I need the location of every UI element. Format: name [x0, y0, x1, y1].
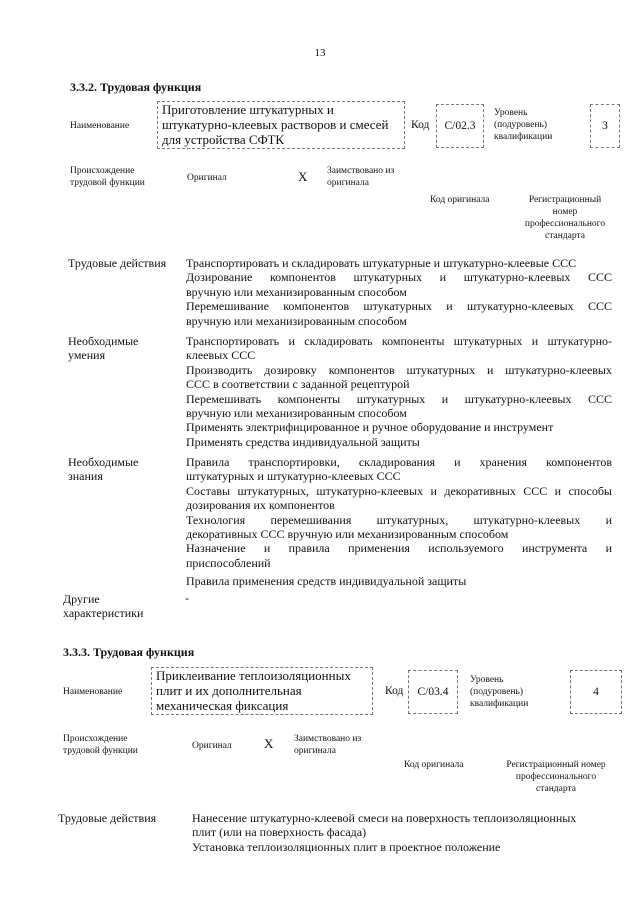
reg-number-line: профессионального: [524, 219, 606, 229]
action-item: [192, 811, 612, 840]
original-label-333: Оригинал: [192, 741, 232, 751]
section-title-332: 3.3.2. Трудовая функция: [70, 80, 202, 94]
knowledge-item: [186, 455, 612, 484]
skill-line: Применять средства индивидуальной защиты: [186, 434, 420, 449]
skill-item: [186, 435, 612, 449]
actions-label-332: Трудовые действия: [68, 256, 167, 270]
borrowed-label-333: [294, 733, 361, 757]
level-label-line: квалификации: [470, 699, 529, 709]
knowledge-line: Правила транспортировки, складирования и хранения компонентов: [186, 455, 612, 469]
skill-line: Перемешивать компоненты штукатурных и штукатурно-клеевых ССС: [186, 391, 612, 406]
action-item: [186, 256, 612, 270]
skill-item: [186, 334, 612, 363]
section-title-333: 3.3.3. Трудовая функция: [63, 645, 195, 659]
function-name-line: для устройства СФТК: [162, 132, 285, 147]
skill-line: вручную или механизированным способом: [186, 406, 407, 421]
skills-list-332: [186, 334, 612, 449]
action-line: Перемешивание компонентов штукатурных и штукатурно-клеевых ССС: [186, 299, 612, 314]
action-line: вручную или механизированным способом: [186, 313, 407, 328]
function-name-box-333: [151, 667, 373, 715]
level-label-332: [494, 107, 552, 143]
reg-number-line: стандарта: [545, 231, 585, 241]
reg-number-line: профессионального: [515, 772, 597, 782]
knowledge-item: [186, 513, 612, 542]
reg-number-line: номер: [552, 207, 578, 217]
reg-number-line: Регистрационный номер: [506, 760, 606, 770]
page-number: 13: [314, 47, 326, 59]
origin-label-333: [63, 733, 138, 757]
original-code-label-333: Код оригинала: [404, 760, 464, 770]
knowledge-label-line: знания: [68, 469, 103, 483]
knowledge-line: Правила применения средств индивидуальной защиты: [186, 574, 467, 589]
reg-number-line: стандарта: [536, 784, 576, 794]
action-line: плит (или на поверхность фасада): [192, 825, 367, 840]
level-label-line: (подуровень): [470, 687, 524, 697]
knowledge-line: Составы штукатурных, штукатурно-клеевых и декоративных ССС и способы: [186, 483, 612, 498]
skill-item: [186, 420, 612, 434]
knowledge-label-332: [68, 455, 138, 483]
actions-label-333: Трудовые действия: [58, 811, 157, 825]
code-value-333: С/03.4: [408, 670, 458, 714]
original-checkmark-333: X: [264, 736, 274, 751]
original-checkmark-332: X: [298, 169, 308, 184]
level-label-line: (подуровень): [494, 120, 548, 130]
origin-label-332: [70, 165, 145, 189]
level-value-333: 4: [570, 670, 622, 714]
action-item: [192, 840, 612, 854]
action-line: Транспортировать и складировать штукатурные и штукатурно-клеевые ССС: [186, 256, 577, 270]
knowledge-line: дозирования их компонентов: [186, 498, 335, 513]
action-item: [186, 270, 612, 299]
action-line: Дозирование компонентов штукатурных и штукатурно-клеевых ССС: [186, 270, 612, 285]
skills-label-line: умения: [68, 348, 106, 362]
level-label-333: [470, 674, 528, 710]
code-value-332: С/02.3: [436, 104, 484, 148]
level-label-line: Уровень: [494, 108, 528, 118]
skill-line: Транспортировать и складировать компоненты штукатурных и штукатурно-: [186, 334, 612, 348]
original-label-332: Оригинал: [187, 173, 227, 183]
other-label-line: характеристики: [63, 606, 144, 620]
borrowed-label-line: Заимствовано из: [327, 166, 395, 176]
name-label-332: Наименование: [70, 121, 130, 131]
other-label-332: [63, 592, 143, 620]
borrowed-label-332: [327, 165, 394, 189]
action-line: Установка теплоизоляционных плит в проектное положение: [192, 839, 501, 854]
code-label-333: Код: [385, 685, 404, 697]
origin-label-line: Происхождение: [70, 166, 135, 176]
name-label-333: Наименование: [63, 687, 123, 697]
knowledge-line: штукатурных и штукатурно-клеевых ССС: [186, 469, 401, 484]
knowledge-line: Назначение и правила применения используемого инструмента и: [186, 541, 612, 556]
other-value-332: -: [185, 591, 189, 605]
function-name-line: штукатурно-клеевых растворов и смесей: [162, 117, 389, 132]
level-label-line: Уровень: [470, 675, 504, 685]
knowledge-item: [186, 574, 612, 588]
skill-item: [186, 392, 612, 421]
knowledge-line: приспособлений: [186, 555, 271, 570]
knowledge-label-line: Необходимые: [68, 455, 139, 469]
knowledge-item: [186, 541, 612, 570]
action-line: вручную или механизированным способом: [186, 284, 407, 299]
function-name-line: механическая фиксация: [156, 698, 289, 713]
skill-item: [186, 363, 612, 392]
knowledge-list-332: [186, 455, 612, 589]
function-name-box-332: [157, 101, 405, 149]
original-code-label-332: Код оригинала: [430, 195, 490, 205]
knowledge-item: [186, 484, 612, 513]
function-name-line: Приклеивание теплоизоляционных: [156, 668, 351, 683]
skill-line: Производить дозировку компонентов штукатурных и штукатурно-клеевых: [186, 362, 612, 377]
actions-list-333: [192, 811, 612, 854]
origin-label-line: трудовой функции: [63, 746, 138, 756]
borrowed-label-line: Заимствовано из: [294, 734, 362, 744]
action-item: [186, 299, 612, 328]
actions-list-332: [186, 256, 612, 328]
function-name-line: плит и их дополнительная: [156, 683, 302, 698]
reg-number-label-332: [510, 194, 620, 242]
skill-line: клеевых ССС: [186, 348, 256, 363]
origin-label-line: трудовой функции: [70, 178, 145, 188]
borrowed-label-line: оригинала: [327, 178, 369, 188]
code-label-332: Код: [411, 119, 430, 131]
skill-line: ССС в соответствии с заданной рецептурой: [186, 377, 410, 392]
level-value-332: 3: [590, 104, 620, 148]
skills-label-line: Необходимые: [68, 334, 139, 348]
reg-number-line: Регистрационный: [528, 195, 602, 205]
other-label-line: Другие: [63, 592, 100, 606]
knowledge-line: Технология перемешивания штукатурных, штукатурно-клеевых и: [186, 512, 612, 527]
action-line: Нанесение штукатурно-клеевой смеси на поверхность теплоизоляционных: [192, 811, 577, 825]
skill-line: Применять электрифицированное и ручное оборудование и инструмент: [186, 420, 554, 435]
origin-label-line: Происхождение: [63, 734, 128, 744]
level-label-line: квалификации: [494, 132, 553, 142]
function-name-line: Приготовление штукатурных и: [162, 102, 334, 117]
reg-number-label-333: [492, 759, 620, 795]
borrowed-label-line: оригинала: [294, 746, 336, 756]
knowledge-line: декоративных ССС вручную или механизированным способом: [186, 527, 509, 542]
skills-label-332: [68, 334, 138, 362]
